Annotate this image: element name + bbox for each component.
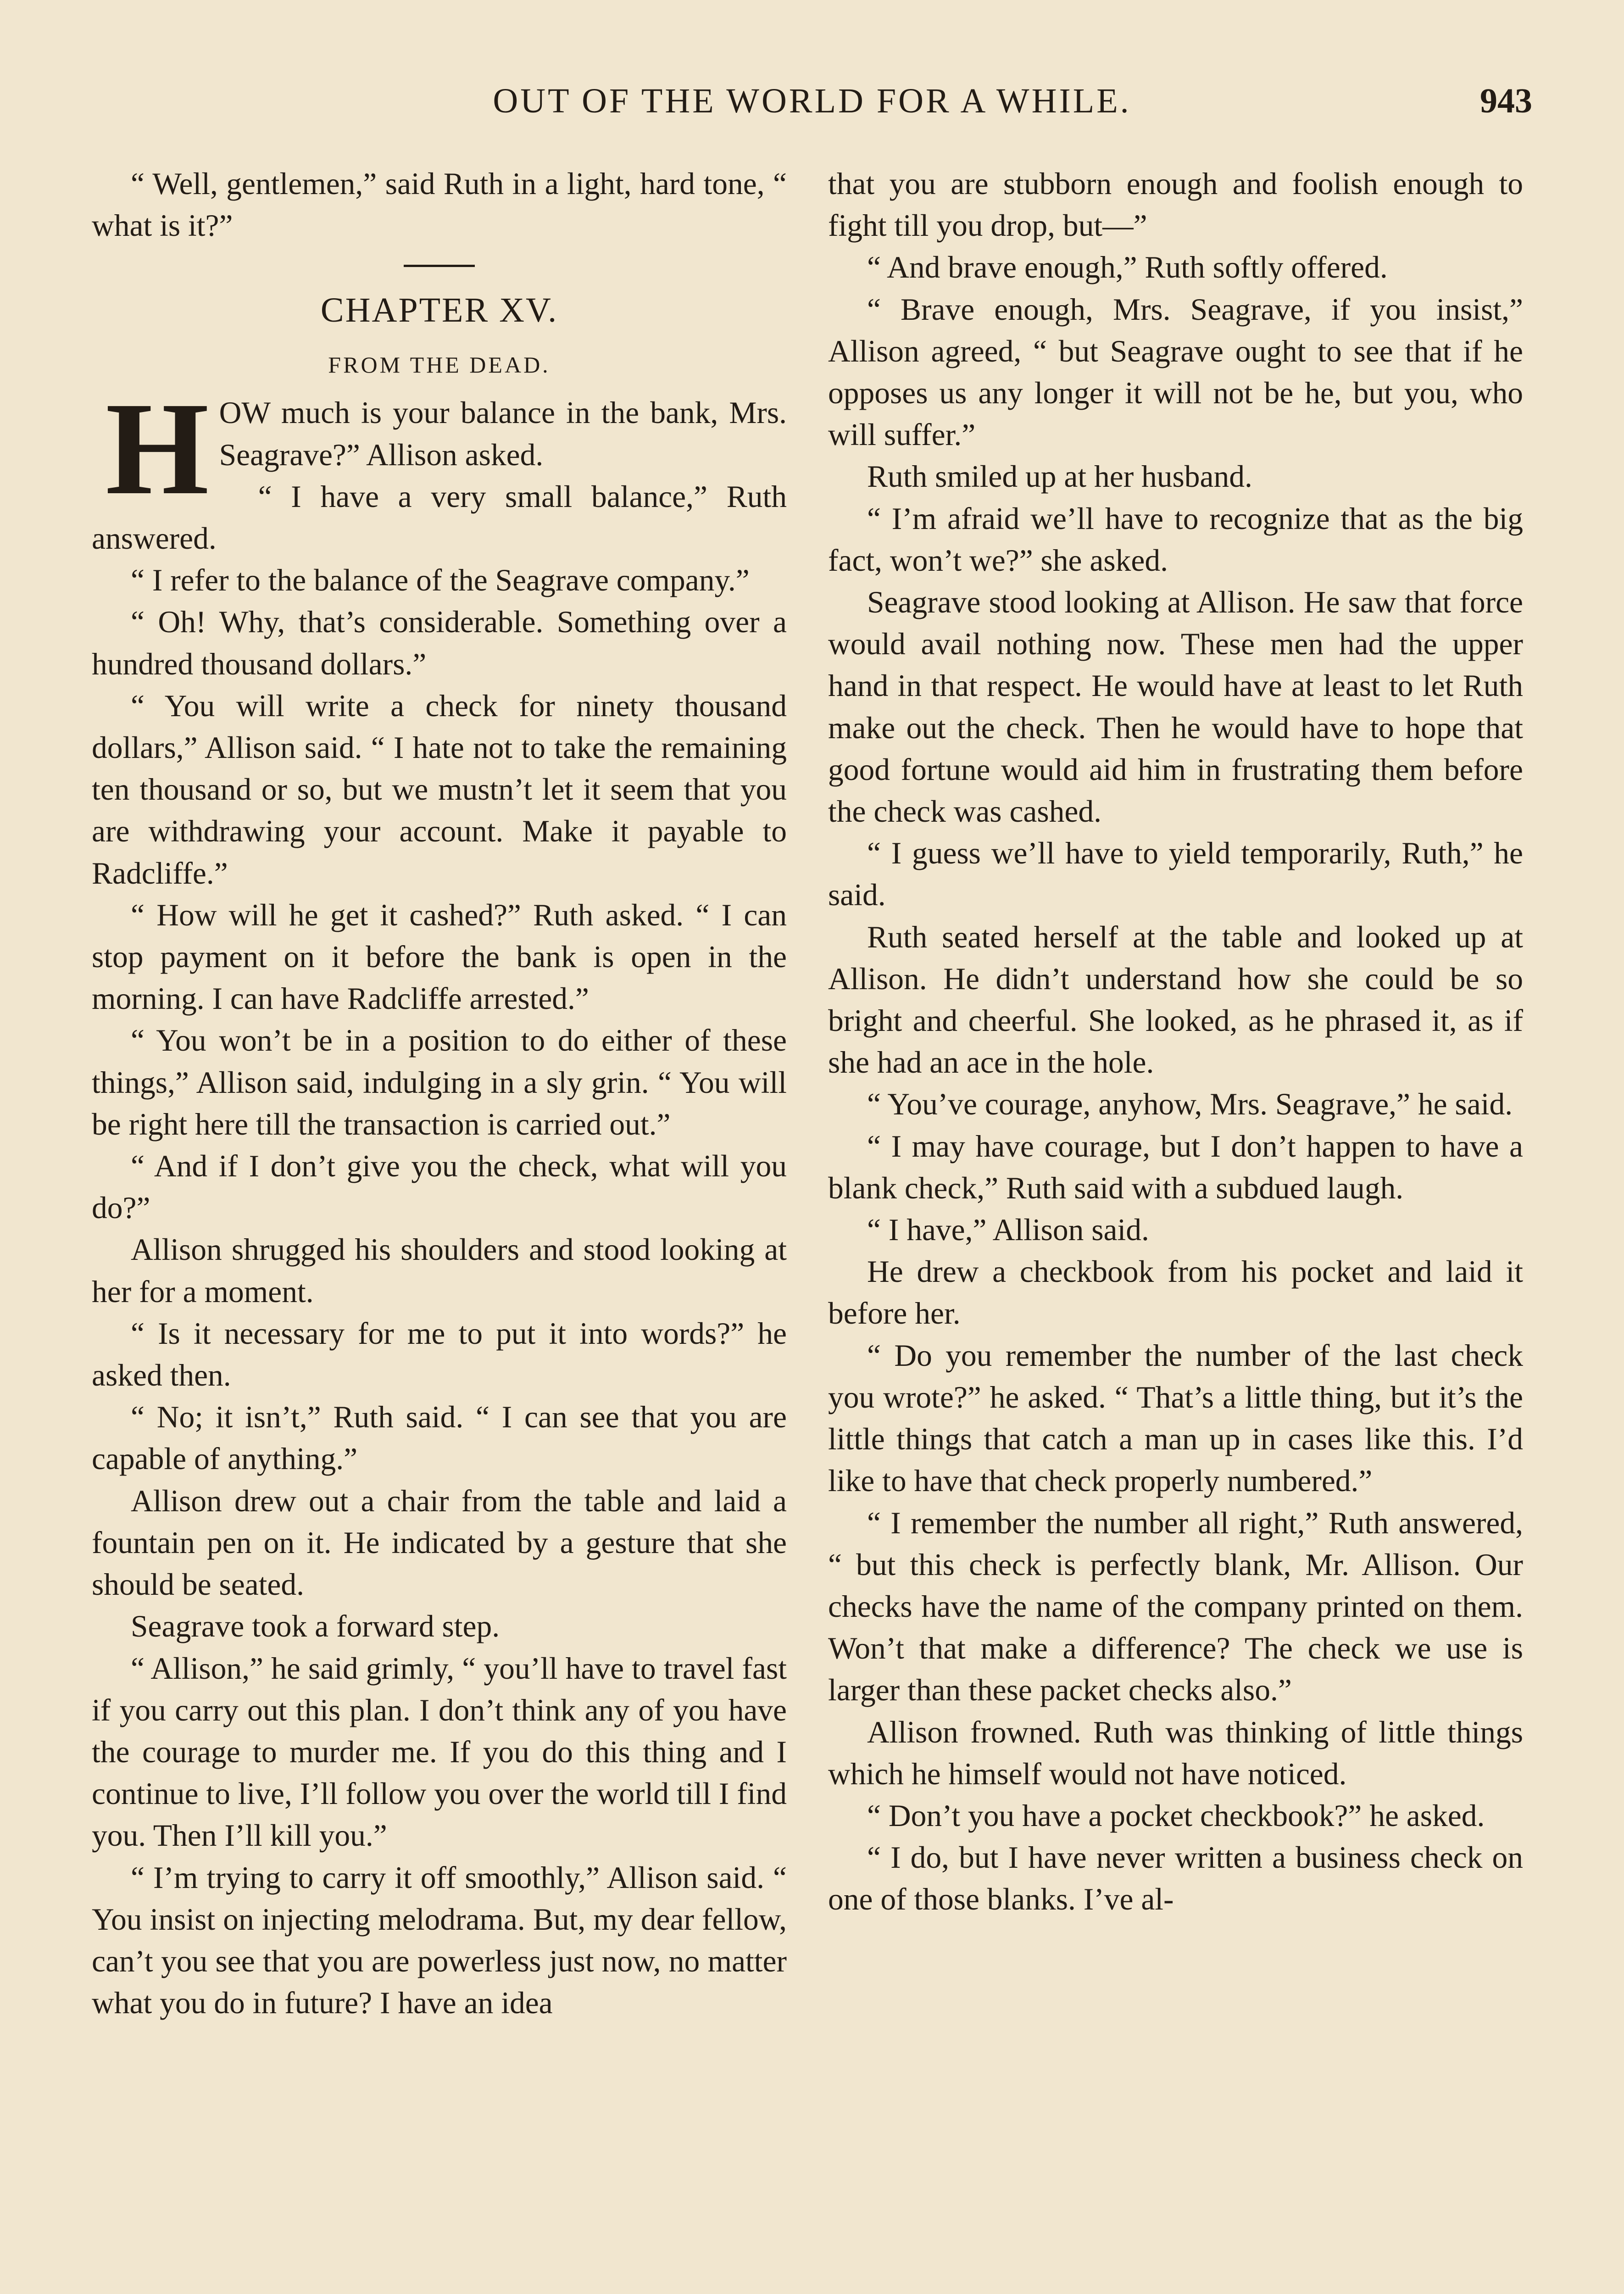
paragraph: “ Do you remember the number of the last check you wrote?” he asked. “ That’s a little thing, but it’s the little things that catch a man up in cases like this. I’d like to have that check properly numbered.”	[828, 1338, 1523, 1498]
paragraph: “ Allison,” he said grimly, “ you’ll have to travel fast if you carry out this plan. I don’t think any of you have the courage to murder me. If you do this thing and I continue to live, I’ll follow you over the world till I find you. Then I’ll kill you.”	[92, 1651, 787, 1853]
paragraph: “ And if I don’t give you the check, what will you do?”	[92, 1149, 787, 1225]
paragraph: “ Don’t you have a pocket checkbook?” he asked.	[867, 1798, 1485, 1833]
paragraph: He drew a checkbook from his pocket and laid it before her.	[828, 1254, 1523, 1331]
page-number: 943	[1480, 82, 1532, 120]
chapter-heading: CHAPTER XV.	[320, 291, 558, 330]
right-column	[828, 163, 1523, 1921]
drop-cap: H	[106, 375, 209, 523]
paragraph: “ You’ve courage, anyhow, Mrs. Seagrave,” he said.	[867, 1087, 1513, 1122]
page-header	[92, 76, 1532, 126]
paragraph: “ I guess we’ll have to yield temporarily, Ruth,” he said.	[828, 836, 1523, 913]
paragraph: Ruth smiled up at her husband.	[867, 459, 1252, 494]
paragraph: “ I’m afraid we’ll have to recognize that as the big fact, won’t we?” she asked.	[828, 501, 1523, 578]
paragraph: “ No; it isn’t,” Ruth said. “ I can see that you are capable of anything.”	[92, 1400, 787, 1476]
paragraph: “ I remember the number all right,” Ruth answered, “ but this check is perfectly blank, Mr. Allison. Our checks have the name of the company printed on them. Won’t that make a difference? The check we use is larger than these packet checks also.”	[828, 1505, 1523, 1708]
paragraph: “ I have a very small balance,” Ruth answered.	[92, 479, 787, 556]
opening-paragraph: “ Well, gentlemen,” said Ruth in a light, hard tone, “ what is it?”	[92, 167, 787, 243]
paragraph: “ Brave enough, Mrs. Seagrave, if you insist,” Allison agreed, “ but Seagrave ought to see that if he opposes us any longer it will not be he, but you, who will suffer.”	[828, 292, 1523, 452]
paragraph: “ How will he get it cashed?” Ruth asked. “ I can stop payment on it before the bank is open in the morning. I can have Radcliffe arrested.”	[92, 897, 787, 1016]
paragraph: Ruth seated herself at the table and looked up at Allison. He didn’t understand how she could be so bright and cheerful. She looked, as he phrased it, as if she had an ace in the hole.	[828, 919, 1523, 1080]
paragraph: Allison shrugged his shoulders and stood looking at her for a moment.	[92, 1232, 787, 1309]
paragraph: “ I refer to the balance of the Seagrave company.”	[131, 563, 750, 598]
paragraph: Seagrave stood looking at Allison. He saw that force would avail nothing now. These men had the upper hand in that respect. He would have at least to let Ruth make out the check. Then he would have to hope that good fortune would aid him in frustrating them before the check was cashed.	[828, 585, 1523, 829]
chapter-subtitle: FROM THE DEAD.	[328, 352, 551, 378]
paragraph: “ I may have courage, but I don’t happen to have a blank check,” Ruth said with a subdued laugh.	[828, 1129, 1523, 1205]
paragraph: Allison frowned. Ruth was thinking of little things which he himself would not have noticed.	[828, 1715, 1523, 1791]
paragraph: “ And brave enough,” Ruth softly offered.	[867, 250, 1388, 285]
left-column	[92, 163, 787, 2024]
paragraph: Seagrave took a forward step.	[131, 1609, 500, 1644]
section-divider	[404, 265, 475, 267]
paragraph: “ Is it necessary for me to put it into words?” he asked then.	[92, 1316, 787, 1393]
paragraph: “ I do, but I have never written a business check on one of those blanks. I’ve al-	[828, 1840, 1523, 1917]
paragraph: “ I have,” Allison said.	[867, 1213, 1149, 1247]
paragraph: “ Oh! Why, that’s considerable. Something over a hundred thousand dollars.”	[92, 605, 787, 681]
running-title: OUT OF THE WORLD FOR A WHILE.	[493, 82, 1131, 120]
paragraph: Allison drew out a chair from the table and laid a fountain pen on it. He indicated by a gesture that she should be seated.	[92, 1483, 787, 1602]
paragraph-continued: that you are stubborn enough and foolish enough to fight till you drop, but—”	[828, 167, 1523, 243]
paragraph: “ You will write a check for ninety thousand dollars,” Allison said. “ I hate not to take the remaining ten thousand or so, but we mustn’t let it seem that you are withdrawing your account. Make it payable to Radcliffe.”	[92, 688, 787, 891]
paragraph: “ You won’t be in a position to do either of these things,” Allison said, indulging in a sly grin. “ You will be right here till the transaction is carried out.”	[92, 1023, 787, 1141]
paragraph-text: OW much is your balance in the bank, Mrs. Seagrave?” Allison asked.	[219, 395, 787, 472]
paragraph: “ I’m trying to carry it off smoothly,” Allison said. “ You insist on injecting melodrama. But, my dear fellow, can’t you see that you are powerless just now, no matter what you do in future? I have an idea	[92, 1860, 787, 2021]
